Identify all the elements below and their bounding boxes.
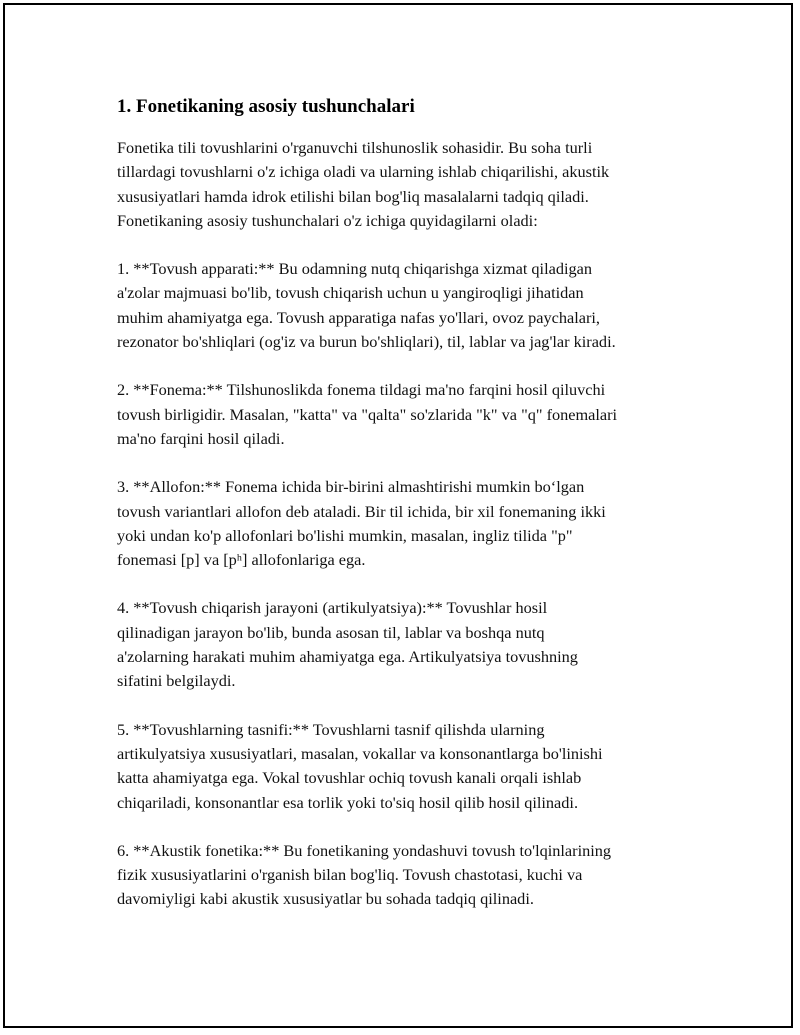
item-akustik-fonetika: 6. **Akustik fonetika:** Bu fonetikaning yondashuvi tovush to'lqinlarining fizik xususiyatlarini o'rganish bilan bog'liq. Tovush chastotasi, kuchi va davomiyligi kabi akustik xususiyatlar bu sohada tadqiq qilinadi. [117,840,612,909]
item-artikulyatsiya: 4. **Tovush chiqarish jarayoni (artikulyatsiya):** Tovushlar hosil qilinadigan jarayon bo'lib, bunda asosan til, lablar va boshqa nutq a'zolarning harakati muhim ahamiyatga ega. Artikulyatsiya tovushning sifatini belgilaydi. [117,598,578,691]
section-heading: 1. Fonetikaning asosiy tushunchalari [117,96,415,117]
item-allofon: 3. **Allofon:** Fonema ichida bir-birini almashtirishi mumkin bo‘lgan tovush variantlari allofon deb ataladi. Bir til ichida, bir xil fonemaning ikki yoki undan ko'p allofonlari bo'lishi mumkin, masalan, ingliz tilida "p" fonemasi [p] va [pʰ] allofonlariga ega. [117,477,606,570]
item-tovushlarning-tasnifi: 5. **Tovushlarning tasnifi:** Tovushlarni tasnif qilishda ularning artikulyatsiya xususiyatlari, masalan, vokallar va konsonantlarga bo'linishi katta ahamiyatga ega. Vokal tovushlar ochiq tovush kanali orqali ishlab chiqariladi, konsonantlar esa torlik yoki to'siq hosil qilib hosil qilinadi. [117,719,603,812]
document-body [117,92,687,936]
item-tovush-apparati: 1. **Tovush apparati:** Bu odamning nutq chiqarishga xizmat qiladigan a'zolar majmuasi bo'lib, tovush chiqarish uchun u yangiroqligi jihatidan muhim ahamiyatga ega. Tovush apparatiga nafas yo'llari, ovoz paychalari, rezonator bo'shliqlari (og'iz va burun bo'shliqlari), til, lablar va jag'lar kiradi. [117,259,616,352]
item-fonema: 2. **Fonema:** Tilshunoslikda fonema tildagi ma'no farqini hosil qiluvchi tovush birligidir. Masalan, "katta" va "qalta" so'zlarida "k" va "q" fonemalari ma'no farqini hosil qiladi. [117,380,618,448]
intro-paragraph: Fonetika tili tovushlarini o'rganuvchi tilshunoslik sohasidir. Bu soha turli tillardagi tovushlarni o'z ichiga oladi va ularning ishlab chiqarilishi, akustik xususiyatlari hamda idrok etilishi bilan bog'liq masalalarni tadqiq qiladi. Fonetikaning asosiy tushunchalari o'z ichiga quyidagilarni oladi: [117,138,610,230]
